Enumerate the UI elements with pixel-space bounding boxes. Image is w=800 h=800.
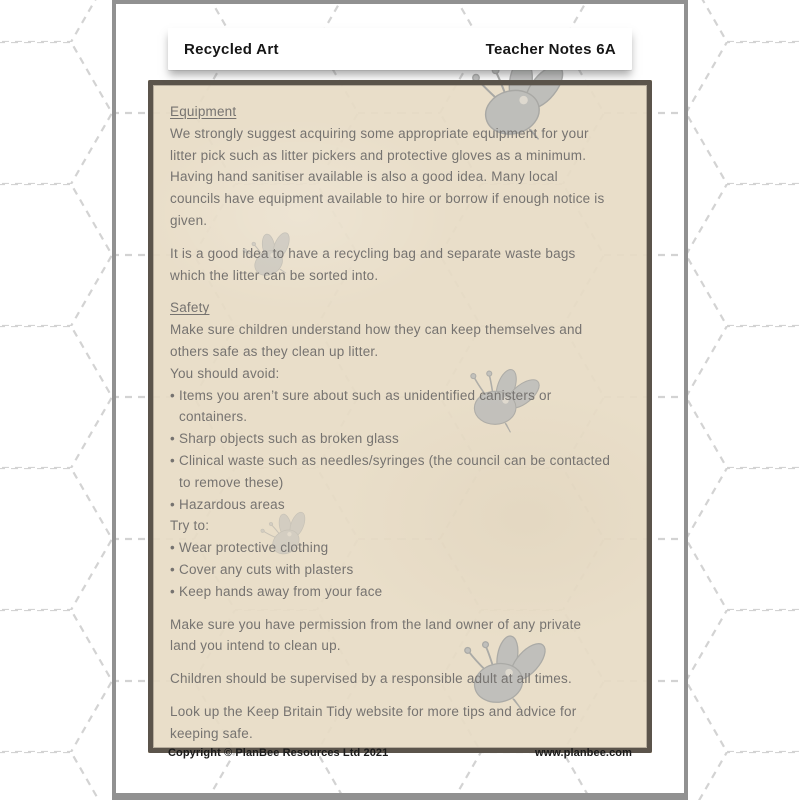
- footer-copyright: Copyright © PlanBee Resources Ltd 2021: [168, 747, 389, 759]
- label-avoid: You should avoid:: [170, 365, 280, 381]
- notes-text: [148, 80, 652, 745]
- page-subtitle: Teacher Notes 6A: [485, 40, 616, 58]
- list-item: • Keep hands away from your face: [170, 581, 611, 603]
- list-item: • Sharp objects such as broken glass: [170, 428, 611, 450]
- page-title: Recycled Art: [184, 40, 279, 58]
- footer-website: www.planbee.com: [534, 747, 632, 759]
- paragraph-permission: Make sure you have permission from the land owner of any private land you intend to clean up.: [170, 616, 582, 654]
- section-heading-equipment: Equipment: [170, 104, 237, 119]
- label-try: Try to:: [170, 518, 210, 534]
- header-bar: [168, 28, 632, 70]
- paragraph-bags: It is a good idea to have a recycling bag and separate waste bags which the litter can be sorted into.: [170, 245, 576, 283]
- avoid-list: [170, 385, 611, 516]
- paragraph-supervision: Children should be supervised by a responsible adult at all times.: [170, 671, 572, 687]
- list-item: • Wear protective clothing: [170, 537, 611, 559]
- paragraph-equipment: We strongly suggest acquiring some appropriate equipment for your litter pick such as litter pickers and protective gloves as a minimum. Having hand sanitiser available is also a good idea. Many local councils have equipment available to hire or borrow if enough notice is given.: [170, 125, 605, 228]
- try-list: [170, 537, 611, 602]
- list-item: • Items you aren’t sure about such as unidentified canisters or containers.: [170, 385, 611, 429]
- paragraph-keep-britain-tidy: Look up the Keep Britain Tidy website for more tips and advice for keeping safe.: [170, 703, 577, 741]
- section-heading-safety: Safety: [170, 300, 210, 316]
- list-item: • Cover any cuts with plasters: [170, 559, 611, 581]
- notes-paper-card: [148, 80, 652, 753]
- list-item: • Clinical waste such as needles/syringes (the council can be contacted to remove these): [170, 450, 611, 494]
- list-item: • Hazardous areas: [170, 494, 611, 516]
- paragraph-safety-intro: Make sure children understand how they can keep themselves and others safe as they clean up litter.: [170, 322, 583, 359]
- footer: [168, 747, 632, 759]
